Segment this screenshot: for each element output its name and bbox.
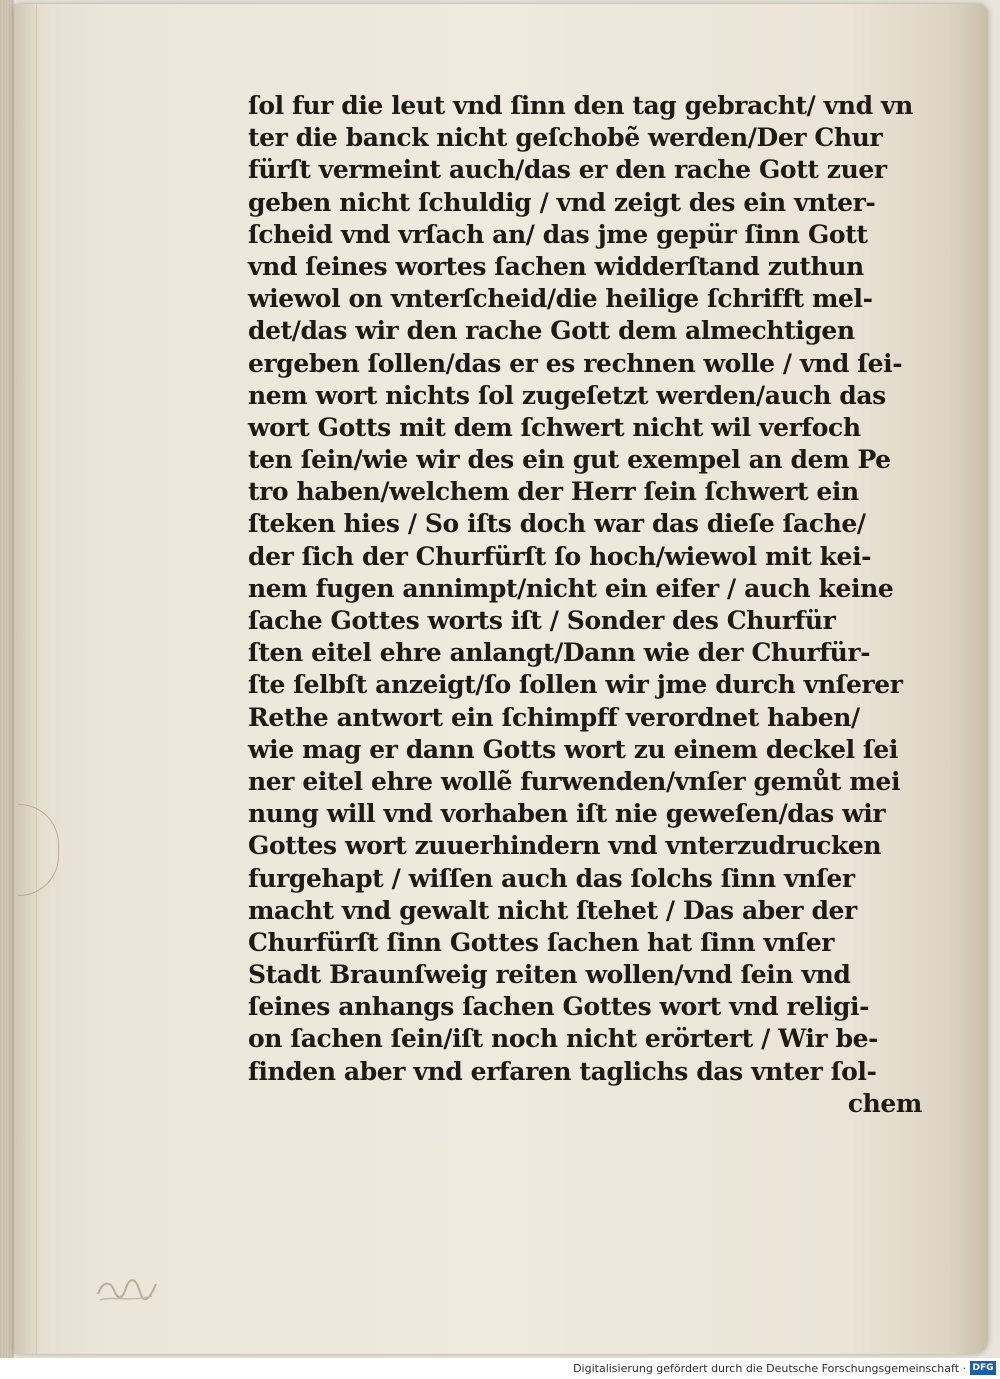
text-line: det/das wir den rache Gott dem almechtigen [248,316,855,346]
text-line: Gottes wort zuuerhindern vnd vnterzudrucken [248,831,882,861]
book-page [14,4,988,1354]
text-line: ergeben ſollen/das er es rechnen wolle / vnd ſei- [248,348,903,378]
text-line: nem wort nichts ſol zugeſetzt werden/auch das [248,380,886,410]
text-line: finden aber vnd erfaren taglichs das vnter ſol- [248,1056,877,1086]
funding-credit: Digitalisierung gefördert durch die Deutsche Forschungsgemeinschaft · [573,1362,966,1375]
text-line: on ſachen ſein/iſt noch nicht erörtert / Wir be- [248,1024,879,1054]
text-line: wiewol on vnterſcheid/die heilige ſchrifft mel- [248,284,873,314]
text-line: nem fugen annimpt/nicht ein eifer / auch keine [248,573,894,603]
text-line: ſeines anhangs ſachen Gottes wort vnd religi- [248,992,870,1022]
text-line: ſte ſelbſt anzeigt/ſo ſollen wir jme durch vnſerer [248,670,903,700]
text-line: macht vnd gewalt nicht ſtehet / Das aber der [248,895,857,925]
dfg-logo-icon[interactable]: DFG [970,1361,996,1375]
library-mark-icon [92,1268,162,1308]
text-line: vnd ſeines wortes ſachen widderſtand zuthun [248,251,864,281]
blackletter-text-block [248,90,928,1120]
text-line: wort Gotts mit dem ſchwert nicht wil verfoch [248,412,861,442]
text-line: nung will vnd vorhaben iſt nie geweſen/das wir [248,799,886,829]
text-line: der ſich der Churfürſt ſo hoch/wiewol mit kei- [248,541,872,571]
text-line: Rethe antwort ein ſchimpff verordnet haben/ [248,702,860,732]
binding-thread [18,804,59,896]
stacked-page-edges [0,0,14,1358]
text-line: ner eitel ehre wollẽ furwenden/vnſer gemůt mei [248,766,901,796]
text-line: ſol fur die leut vnd ſinn den tag gebracht/ vnd vn [248,91,913,120]
text-line: ter die banck nicht geſchobẽ werden/Der Chur [248,123,883,153]
text-line: ſten eitel ehre anlangt/Dann wie der Churfür- [248,638,871,668]
text-line: furgehapt / wiſſen auch das ſolchs ſinn vnſer [248,863,855,893]
digitization-footer [0,1358,1000,1379]
text-line: ſache Gottes worts iſt / Sonder des Churfür [248,606,836,635]
text-line: Stadt Braunſweig reiten wollen/vnd ſein vnd [248,960,851,990]
catchword: chem [847,1088,922,1118]
page-gutter-fold [14,4,37,1354]
text-line: fürſt vermeint auch/das er den rache Gott zuer [248,155,887,185]
text-line: ſcheid vnd vrſach an/ das jme gepür ſinn Gott [248,219,868,249]
text-line: tro haben/welchem der Herr ſein ſchwert ein [248,477,859,507]
text-line: ten ſein/wie wir des ein gut exempel an dem Pe [248,445,891,475]
text-line: wie mag er dann Gotts wort zu einem deckel ſei [248,734,899,764]
text-line: geben nicht ſchuldig / vnd zeigt des ein vnter- [248,187,876,217]
text-line: ſteken hies / So iſts doch war das dieſe ſache/ [248,509,866,539]
text-line: Churfürſt ſinn Gottes ſachen hat ſinn vnſer [248,927,835,957]
